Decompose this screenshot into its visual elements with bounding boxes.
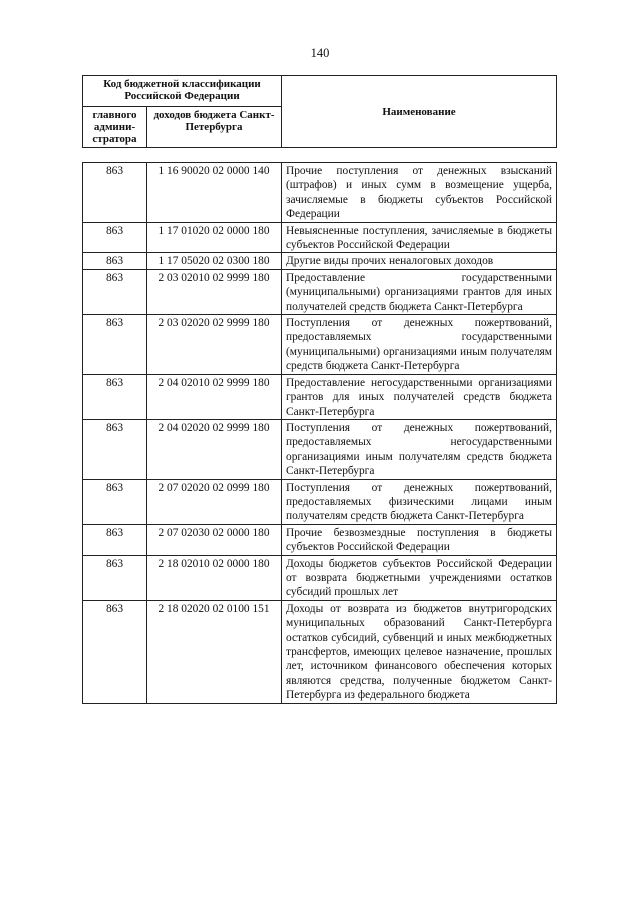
name-cell: Поступления от денежных пожертвований, предоставляемых физическими лицами иным получателям средств бюджета Санкт-Петербурга [282, 479, 557, 524]
admin-code-cell: 863 [83, 315, 147, 375]
revenue-table [82, 162, 557, 704]
revenue-code-cell: 2 07 02020 02 0999 180 [147, 479, 282, 524]
admin-code-cell: 863 [83, 374, 147, 419]
revenue-code-cell: 2 18 02020 02 0100 151 [147, 600, 282, 703]
admin-code-cell: 863 [83, 253, 147, 269]
table-row [83, 163, 557, 223]
name-cell: Другие виды прочих неналоговых доходов [282, 253, 557, 269]
name-cell: Прочие безвозмездные поступления в бюджеты субъектов Российской Федерации [282, 524, 557, 555]
revenue-code-cell: 1 16 90020 02 0000 140 [147, 163, 282, 223]
table-header [82, 75, 557, 148]
name-cell: Невыясненные поступления, зачисляемые в бюджеты субъектов Российской Федерации [282, 222, 557, 253]
admin-code-cell: 863 [83, 524, 147, 555]
name-cell: Поступления от денежных пожертвований, предоставляемых негосударственными организациями иным получателям средств бюджета Санкт-Петербурга [282, 419, 557, 479]
name-cell: Прочие поступления от денежных взысканий (штрафов) и иных сумм в возмещение ущерба, зачисляемые в бюджеты субъектов Российской Федерации [282, 163, 557, 223]
page-number: 140 [310, 46, 330, 60]
table-row [83, 269, 557, 314]
table-row [83, 253, 557, 269]
table-row [83, 222, 557, 253]
admin-code-cell: 863 [83, 555, 147, 600]
table-row [83, 374, 557, 419]
revenue-code-cell: 1 17 01020 02 0000 180 [147, 222, 282, 253]
revenue-code-cell: 2 18 02010 02 0000 180 [147, 555, 282, 600]
revenue-code-cell: 2 04 02020 02 9999 180 [147, 419, 282, 479]
header-name-column: Наименование [282, 76, 557, 148]
revenue-code-cell: 2 04 02010 02 9999 180 [147, 374, 282, 419]
table-row [83, 315, 557, 375]
header-group-title: Код бюджетной классификации Российской Федерации [83, 76, 282, 107]
header-code-column: доходов бюджета Санкт-Петербурга [147, 107, 282, 148]
name-cell: Поступления от денежных пожертвований, предоставляемых государственными (муниципальными) организациями иным получателям средств бюджета Санкт-Петербурга [282, 315, 557, 375]
header-admin-column: главного админи-стратора [83, 107, 147, 148]
revenue-code-cell: 2 03 02010 02 9999 180 [147, 269, 282, 314]
table-row [83, 555, 557, 600]
name-cell: Доходы от возврата из бюджетов внутригородских муниципальных образований Санкт-Петербурга остатков субсидий, субвенций и иных межбюджетных трансфертов, имеющих целевое назначение, прошлых лет, источником финансового обеспечения которых являются средства, полученные бюджетом Санкт-Петербурга из федерального бюджета [282, 600, 557, 703]
admin-code-cell: 863 [83, 222, 147, 253]
admin-code-cell: 863 [83, 419, 147, 479]
revenue-code-cell: 2 03 02020 02 9999 180 [147, 315, 282, 375]
name-cell: Доходы бюджетов субъектов Российской Федерации от возврата бюджетными учреждениями остатков субсидий прошлых лет [282, 555, 557, 600]
table-row [83, 419, 557, 479]
table-row [83, 524, 557, 555]
name-cell: Предоставление государственными (муниципальными) организациями грантов для иных получателей средств бюджета Санкт-Петербурга [282, 269, 557, 314]
admin-code-cell: 863 [83, 269, 147, 314]
name-cell: Предоставление негосударственными организациями грантов для иных получателей средств бюджета Санкт-Петербурга [282, 374, 557, 419]
admin-code-cell: 863 [83, 479, 147, 524]
table-row [83, 479, 557, 524]
admin-code-cell: 863 [83, 600, 147, 703]
table-row [83, 600, 557, 703]
revenue-code-cell: 1 17 05020 02 0300 180 [147, 253, 282, 269]
admin-code-cell: 863 [83, 163, 147, 223]
revenue-code-cell: 2 07 02030 02 0000 180 [147, 524, 282, 555]
